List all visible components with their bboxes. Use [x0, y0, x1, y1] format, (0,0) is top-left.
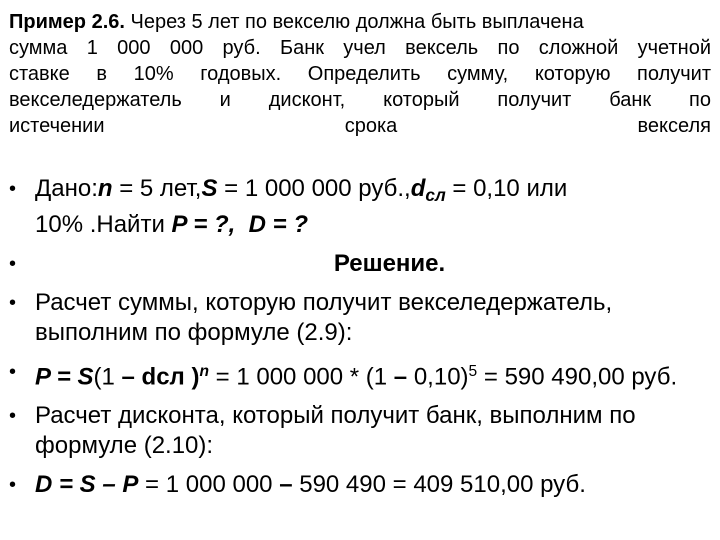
given-n-symbol: n: [97, 175, 113, 202]
bullet-marker: •: [9, 178, 17, 200]
formula-p-minus2: –: [393, 363, 408, 391]
formula-p-open: (1: [93, 363, 122, 391]
bullet-marker: •: [9, 291, 17, 314]
given-d-value: = 0,10 или: [445, 175, 568, 202]
calc-sum-text: Расчет суммы, которую получит векселедержатель, выполним по формуле (2.9):: [35, 288, 613, 346]
formula-p-minus: –: [121, 363, 135, 391]
formula-p-close: ): [191, 363, 200, 391]
given-s-value: = 1 000 000 руб.,: [217, 175, 411, 202]
formula-p-rest2: 0,10): [407, 363, 469, 391]
find-d: D = ?: [248, 210, 309, 238]
formula-p-rest1: = 1 000 000 * (1: [208, 363, 394, 391]
problem-text-1: Через 5 лет по векселю должна быть выплачена: [124, 11, 584, 33]
problem-line-1: [9, 9, 711, 35]
example-title: Пример 2.6.: [9, 11, 125, 33]
solution-bullets: [9, 174, 714, 509]
problem-line-3: ставке в 10% годовых. Определить сумму, которую получит: [9, 63, 711, 85]
formula-p-exp-n: n: [199, 362, 209, 380]
bullet-marker: •: [9, 474, 17, 497]
formula-d-tail: 590 490 = 409 510,00 руб.: [292, 471, 586, 499]
problem-line-2: сумма 1 000 000 руб. Банк учел вексель по сложной учетной: [9, 37, 711, 59]
bullet-marker: •: [9, 252, 17, 275]
formula-p-d: dсл: [134, 363, 192, 391]
find-gap: [235, 211, 248, 238]
problem-statement: [9, 9, 711, 139]
bullet-calc-discount: [9, 401, 714, 461]
given-line-2: 10% .Найти: [35, 210, 172, 238]
formula-p-rest3: = 590 490,00 руб.: [477, 363, 678, 391]
problem-line-5: истечении срока векселя: [9, 115, 711, 137]
bullet-formula-p: [9, 357, 714, 393]
given-d-symbol: d: [410, 175, 426, 202]
bullet-marker: •: [9, 360, 17, 383]
bullet-calc-sum: [9, 288, 714, 348]
formula-d-mid: = 1 000 000: [138, 471, 280, 499]
solution-heading: Решение.: [333, 249, 446, 277]
bullet-solution-heading: [9, 249, 714, 279]
bullet-given: [9, 174, 714, 240]
formula-p-exp-5: 5: [468, 362, 478, 380]
given-d-subscript: сл: [425, 184, 446, 205]
formula-d-lhs: D = S – P: [35, 471, 139, 499]
problem-line-4: векселедержатель и дисконт, который получит банк по: [9, 89, 711, 111]
formula-p-lhs: P = S: [35, 363, 94, 391]
formula-d-minus: –: [279, 471, 293, 499]
bullet-formula-d: [9, 470, 714, 500]
given-n-value: = 5 лет,: [112, 175, 202, 202]
given-s-symbol: S: [201, 175, 218, 202]
given-label: Дано:: [35, 175, 98, 202]
bullet-marker: •: [9, 405, 17, 428]
find-p: P = ?,: [171, 210, 236, 238]
calc-discount-text: Расчет дисконта, который получит банк, выполним по формуле (2.10):: [35, 402, 636, 460]
